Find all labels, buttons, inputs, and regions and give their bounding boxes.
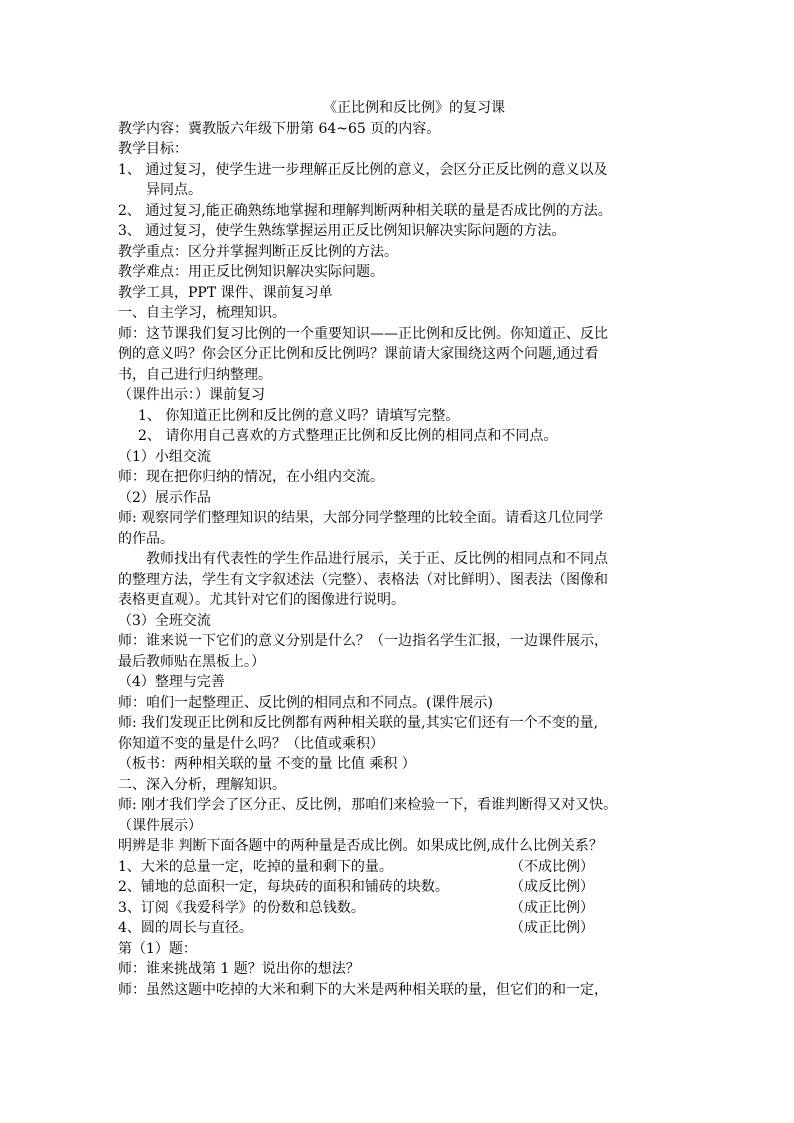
question-answer: （不成比例） — [510, 858, 594, 875]
paragraph-line: （板书：两种相关联的量 不变的量 比值 乘积 ） — [118, 756, 416, 772]
paragraph-line: 师：咱们一起整理正、反比例的相同点和不同点。(课件展示) — [118, 694, 493, 711]
paragraph-line: 书，自己进行归纳整理。 — [118, 366, 272, 383]
teaching-tools: 教学工具，PPT 课件、课前复习单 — [118, 284, 333, 301]
list-item: 2、 请你用自己喜欢的方式整理正比例和反比例的相同点和不同点。 — [138, 428, 558, 444]
question-text: 2、铺地的总面积一定，每块砖的面积和铺砖的块数。 — [118, 879, 449, 895]
goal-1: 1、 通过复习，使学生进一步理解正反比例的意义，会区分正反比例的意义以及 — [118, 161, 608, 178]
paragraph-line: 表格更直观）。尤其针对它们的图像进行说明。 — [118, 592, 405, 608]
paragraph-line: 师：这节课我们复习比例的一个重要知识——正比例和反比例。你知道正、反比 — [118, 325, 608, 342]
question-text: 3、订阅《我爱科学》的份数和总钱数。 — [118, 899, 365, 916]
teaching-goals-heading: 教学目标： — [118, 141, 188, 157]
teaching-focus: 教学重点：区分并掌握判断正反比例的方法。 — [118, 243, 398, 260]
paragraph-line: 师：虽然这题中吃掉的大米和剩下的大米是两种相关联的量，但它们的和一定， — [118, 981, 608, 998]
question-answer: （成反比例） — [510, 879, 594, 895]
paragraph-line: 例的意义吗？你会区分正比例和反比例吗？课前请大家围绕这两个问题,通过看 — [118, 346, 599, 362]
subheading: （4）整理与完善 — [118, 674, 225, 690]
paragraph-line: 师: 观察同学们整理知识的结果，大部分同学整理的比较全面。请看这几位同学 — [118, 510, 604, 526]
subheading: （2）展示作品 — [118, 489, 211, 506]
question-item — [118, 877, 680, 898]
teaching-difficulty: 教学难点：用正反比例知识解决实际问题。 — [118, 264, 384, 280]
goal-2: 2、 通过复习,能正确熟练地掌握和理解判断两种相关联的量是否成比例的方法。 — [118, 202, 612, 219]
section-2-heading: 二、深入分析，理解知识。 — [118, 776, 286, 793]
question-answer: （成正比例） — [510, 920, 594, 936]
paragraph-line: 师: 刚才我们学会了区分正、反比例，那咱们来检验一下，看谁判断得又对又快。 — [118, 797, 618, 813]
paragraph-line: （课件出示：）课前复习 — [118, 387, 265, 403]
document-title: 《正比例和反比例》的复习课 — [323, 100, 505, 116]
subheading: （1）小组交流 — [118, 448, 211, 465]
document-page — [118, 98, 680, 1000]
paragraph-line: （课件展示） — [118, 817, 202, 834]
paragraph-line: 师: 我们发现正比例和反比例都有两种相关联的量,其实它们还有一个不变的量, — [118, 715, 599, 731]
paragraph-line: 师：谁来说一下它们的意义分别是什么？（一边指名学生汇报，一边课件展示， — [118, 633, 608, 649]
paragraph-line: 教师找出有代表性的学生作品进行展示，关于正、反比例的相同点和不同点 — [146, 551, 608, 567]
question-answer: （成正比例） — [510, 899, 594, 916]
paragraph-line: 第（1）题： — [118, 940, 197, 957]
goal-3: 3、 通过复习，使学生熟练掌握运用正反比例知识解决实际问题的方法。 — [118, 223, 566, 239]
paragraph-line: 你知道不变的量是什么吗？（比值或乘积） — [118, 735, 384, 752]
teaching-content: 教学内容：冀教版六年级下册第 64~65 页的内容。 — [118, 120, 441, 137]
paragraph-line: 的整理方法，学生有文字叙述法（完整）、表格法（对比鲜明）、图表法（图像和 — [118, 571, 608, 588]
section-1-heading: 一、自主学习，梳理知识。 — [118, 305, 286, 321]
paragraph-line: 明辨是非 判断下面各题中的两种量是否成比例。如果成比例,成什么比例关系？ — [118, 838, 603, 854]
goal-1-cont: 异同点。 — [146, 182, 202, 198]
question-text: 4、圆的周长与直径。 — [118, 920, 253, 936]
subheading: （3）全班交流 — [118, 612, 211, 629]
paragraph-line: 师：谁来挑战第 1 题？说出你的想法？ — [118, 961, 360, 977]
list-item: 1、 你知道正比例和反比例的意义吗？请填写完整。 — [138, 407, 460, 424]
question-item — [118, 898, 680, 919]
question-item — [118, 857, 680, 878]
question-text: 1、大米的总量一定，吃掉的量和剩下的量。 — [118, 858, 393, 875]
paragraph-line: 最后教师贴在黑板上。） — [118, 653, 265, 670]
paragraph-line: 师：现在把你归纳的情况，在小组内交流。 — [118, 469, 384, 485]
paragraph-line: 的作品。 — [118, 530, 174, 547]
question-item — [118, 918, 680, 939]
